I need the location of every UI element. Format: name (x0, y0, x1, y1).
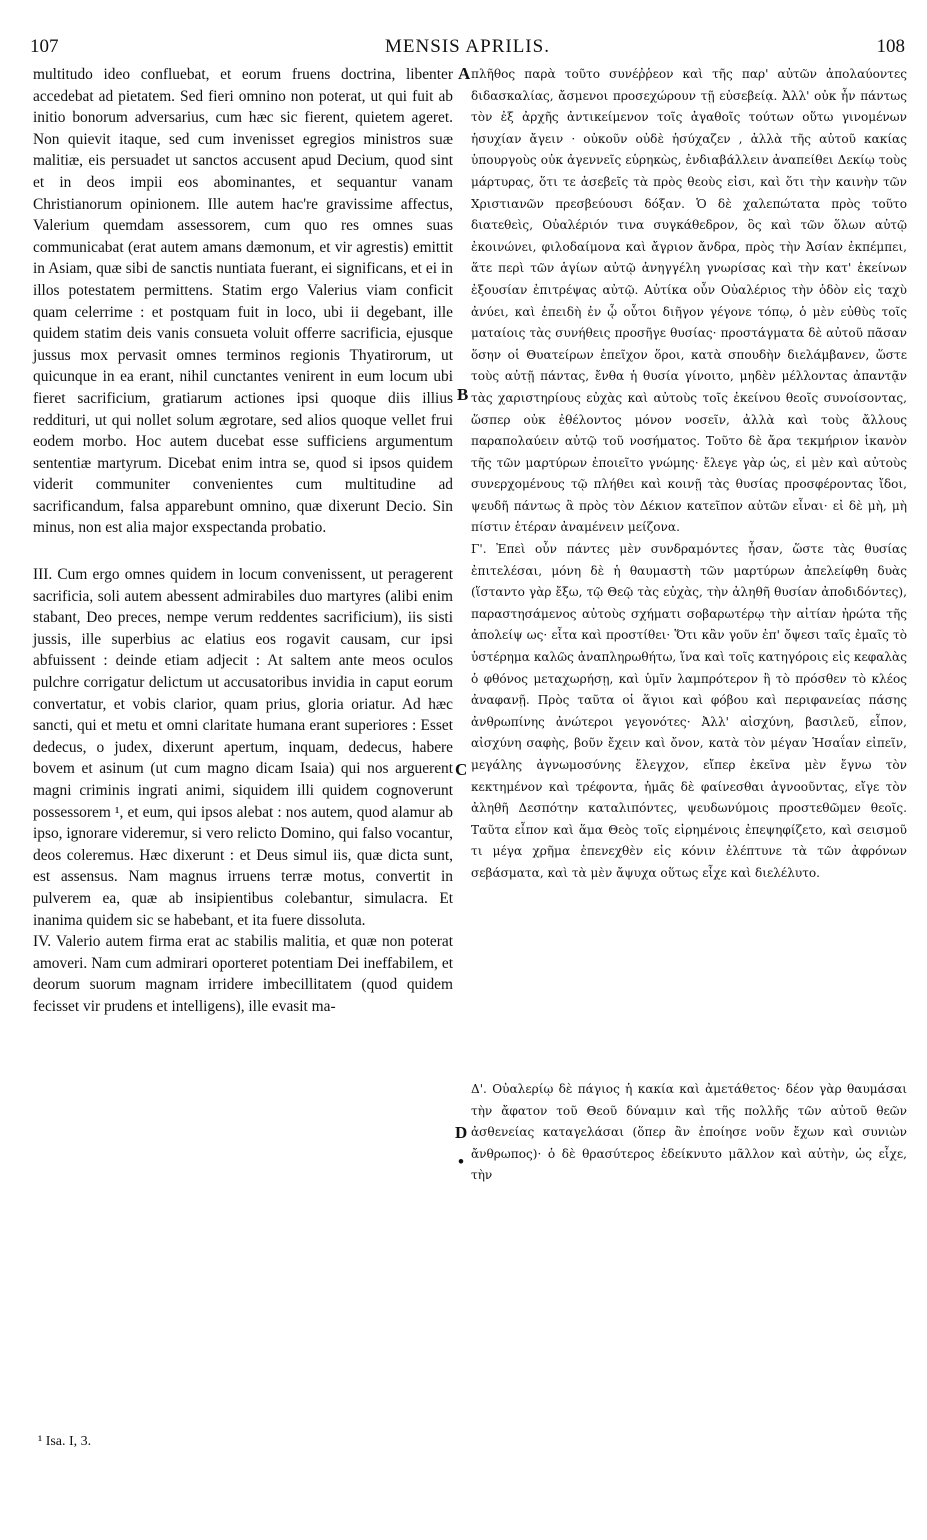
latin-paragraph-2: III. Cum ergo omnes quidem in locum convenissent, ut peragerent sacrificia, soli autem abessent admirabiles duo martyres (alibi enim stabant, Deo preces, nempe verum reddentes sacrificium), iis sisti jussis, ille superbius ac elatius eos rogavit causam, cur ipsi abfuissent : deinde etiam adjecit : At saltem ante meos oculos pulchre corrigatur delictum ut accusatoribus invidia in caput eorum convertatur, et vobis clarior, quam prius, gloria oriatur. Ad hæc sancti, qui et metu et omni claritate humana erant superiores : Esset dedecus, o judex, dixerunt apertum, inquam, dedecus, habere bovem et asinum (ut cum magno dicam Isaia) qui nos arguerent magni criminis ingrati animi, siquidem illi quidem cognoverunt possessorem ¹, et eum, qui ipsos alebat : nos autem, quod alamur ab ipso, ignorare videremur, si vero relicto Domino, qui falso vocantur, deos coleremus. Hæc dixerunt : et Deus simul iis, quæ dicta sunt, est assensus. Nam magnus irruens terræ motus, convertit in pulverem ea, quæ ab insipientibus colebantur, simulacra. Et inanima quidem sic se habebant, et ita fuere dissoluta. (33, 566, 453, 929)
margin-letter-d: D (455, 1123, 468, 1142)
page-title: MENSIS APRILIS. (385, 36, 550, 57)
margin-letter-a: A (458, 64, 471, 83)
greek-column (471, 64, 907, 1183)
footnote: ¹ Isa. I, 3. (38, 1434, 92, 1449)
page-number-left: 107 (30, 36, 59, 57)
greek-paragraph-3: Δ'. Οὐαλερίῳ δὲ πάγιος ἡ κακία καὶ ἀμετάθετος· δέον γὰρ θαυμάσαι τὴν ἄφατον τοῦ Θεοῦ δύναμιν καὶ τῆς πολλῆς τῶν αὐτοῦ θεῶν ἀσθενείας καταγελάσαι (ὅπερ ἂν ἐποίησε νοῦν ἔχων καὶ συνιὼν ἄνθρωπος)· ὁ δὲ θρασύτερος ἐδείκνυτο μᾶλλον καὶ αὐτὴν, ὡς εἶχε, τὴν (471, 1082, 907, 1183)
margin-letter-b: B (457, 385, 469, 404)
margin-letter-c: C (455, 760, 468, 779)
page-number-right: 108 (876, 36, 905, 57)
latin-paragraph-1: multitudo ideo confluebat, et eorum fruens doctrina, libenter accedebat ad pietatem. Sed fieri omnino non poterat, ut qui fuit ab initio bonorum adversarius, cum hæc sic fierent, quietem ageret. Non quievit itaque, sed cum invenisset egregios ministros suæ malitiæ, eis persuadet ut sanctos accusent apud Decium, quod sint et in deos impii eos abominantes, et sequantur vanam Christianorum opinionem. Ille autem hac're gravissime affectus, Valerium quemdam assessorem, cum quo res omnes suas communicabat (erat autem amans dæmonum, et vir agrestis) emittit in Asiam, quæ sibi de sanctis nuntiata fuerant, ei significans, et ei in illos potestatem permittens. Statim ergo Valerius viam conficit quam celerrime : et postquam fuit in loco, ubi ii degebant, ille quidem statim deis vanis consueta voluit offerre sacrificia, ejusque jussus mox pervasit omnes terminos regionis Thyatirorum, ut quicunque in ea erant, nihil cunctantes venirent in eum locum ubi fieret sacrificium, gratiarum actiones ipsi quoque diis illius reddituri, ut qui nollet solum ægrotare, sed alios quoque vellet frui eodem morbo. Hoc autem ducebat esse sufficiens argumentum sententiæ martyrum. Dicebat enim intra se, quod si ipsos quidem viderit communiter convenientes cum multitudine ad sacrificandum, falsa apparebunt omnino, quæ dixerunt Decio. Sin minus, non est alia major exspectanda probatio. (33, 66, 453, 537)
margin-bullet: • (458, 1152, 464, 1171)
greek-paragraph-1: πλῆθος παρὰ τοῦτο συνέῤῥεον καὶ τῆς παρ' αὐτῶν ἀπολαύοντες διδασκαλίας, ἄσμενοι προσεχώρουν τῇ εὐσεβείᾳ. Ἀλλ' οὐκ ἦν πάντως τὸν ἐξ ἀρχῆς ἀντικείμενον τοῖς ἀγαθοῖς τούτων οὕτω γινομένων ἡσυχίαν ἄγειν · οὐκοῦν οὐδὲ ἡσύχαζεν , ἀλλὰ τῆς αὐτοῦ κακίας ὑπουργοὺς οὐκ ἀγεννεῖς εὑρηκὼς, ἐνδιαβάλλειν ἀναπείθει Δεκίῳ τοὺς μάρτυρας, ὅτι τε ἀσεβεῖς τὰ πρὸς θεοὺς εἰσι, καὶ ὅτι τὴν καινὴν τῶν Χριστιανῶν πρεσβεύουσι δόξαν. Ὁ δὲ χαλεπώτατα πρὸς τοῦτο διατεθεὶς, Οὐαλέριόν τινα συγκάθεδρον, ὃς καὶ τῶν ὅλων αὐτῷ ἐκοινώνει, φιλοδαίμονα καὶ ἄγριον ἄνδρα, πρὸς τὴν Ἀσίαν ἐκπέμπει, ἅτε περὶ τῶν ἁγίων αὐτῷ ἀνηγγέλη γνωρίσας καὶ τὴν κατ' ἐκείνων ἐξουσίαν ἐπιτρέψας αὐτῷ. Αὐτίκα οὖν Οὐαλέριος τὴν ὁδὸν εἰς ταχὺ ἀνύει, καὶ ἐπειδὴ ἐν ᾧ οὗτοι διῆγον γέγονε τόπῳ, ὁ μὲν εὐθὺς τοῖς ματαίοις τὰς συνήθεις προσῆγε θυσίας· προστάγματα δὲ αὐτοῦ πᾶσαν ὅσην οἱ Θυατείρων ἐπεῖχον ὅροι, κατὰ σπουδὴν διελάμβανεν, ὥστε τοὺς αὐτῇ πάντας, ἔνθα ἡ θυσία γίνοιτο, μηδὲν μέλλοντας ἀπαντᾷν τὰς χαριστηρίους εὐχὰς καὶ αὐτοὺς τοῖς ἐκείνου θεοῖς συνοίσοντας, ὥσπερ οὐκ ἐθέλοντος μόνον νοσεῖν, ἀλλὰ καὶ τοὺς ἄλλους παραπολαύειν αὐτῷ τοῦ νοσήματος. Τοῦτο δὲ ἄρα τεκμήριον ἱκανὸν τῆς τῶν μαρτύρων ἐποιεῖτο γνώμης· ἔλεγε γὰρ ὡς, εἰ μὲν καὶ αὐτοὺς συνερχομένους τῷ πλήθει καὶ κοινῇ τὰς θυσίας προσφέροντας ἴδοι, ψευδῆ πάντως ἃ πρὸς τὸν Δέκιον κατεῖπον αὐτῶν εἶναι· εἰ δὲ μὴ, μὴ πίστιν ἑτέραν ἀναμένειν μείζονα. (471, 67, 907, 535)
running-header (30, 36, 905, 58)
latin-paragraph-3: IV. Valerio autem firma erat ac stabilis malitia, et quæ non poterat amoveri. Nam cum admirari oporteret potentiam Dei ineffabilem, et deorum suorum magnam irridere imbecillitatem (quod quidem fecisset vir prudens et intelligens), ille evasit ma- (33, 933, 453, 1015)
greek-paragraph-2: Γ'. Ἐπεὶ οὖν πάντες μὲν συνδραμόντες ἦσαν, ὥστε τὰς θυσίας ἐπιτελέσαι, μόνη δὲ ἡ θαυμαστὴ τῶν μαρτύρων ἀπελείφθη δυὰς (ἵσταντο γὰρ ἔξω, τῷ Θεῷ τὰς εὐχὰς, τὴν ἀληθῆ θυσίαν ἀποδιδόντες), παραστησάμενος αὐτοὺς σχήματι σοβαρωτέρῳ τὴν αἰτίαν ἠρώτα τῆς ἀπολείψ ως· εἶτα καὶ προστίθει· Ὅτι κἂν γοῦν ἐπ' ὄψεσι ταῖς ἐμαῖς τὸ ὑστέρημα καλῶς ἀναπληρωθήτω, ἵνα καὶ τοῖς κατηγόροις εἰς κεφαλὰς ὁ φθόνος μεταχωρήσῃ, καὶ ὑμῖν λαμπρότερον ἢ τὸ πρόσθεν τὸ κλέος ἀναφανῇ. Πρὸς ταῦτα οἱ ἅγιοι καὶ φόβου καὶ περιφανείας πάσης ἀνθρωπίνης ἀνώτεροι γεγονότες· Ἀλλ' αἰσχύνη, βασιλεῦ, εἶπον, αἰσχύνη σαφὴς, βοῦν ἔχειν καὶ ὄνον, κατὰ τὸν μέγαν Ἡσαΐαν εἰπεῖν, μεγάλης ἀγνωμοσύνης ἔλεγχον, εἴπερ ἐκεῖνα μὲν ἔγνω τὸν κεκτημένον καὶ τρέφοντα, ἡμᾶς δὲ φαίνεσθαι ἀγνοοῦντας, εἴγε τὸν ἀληθῆ Δεσπότην καταλιπόντες, ψευδωνύμοις προστεθῶμεν θεοῖς. Ταῦτα εἶπον καὶ ἅμα Θεὸς τοῖς εἰρημένοις ἐπεψηφίζετο, καὶ σεισμοῦ τι μέγα χρῆμα ἐπενεχθὲν εἰς κόνιν ἐλέπτυνε τὰ τῶν ἀφρόνων σεβάσματα, καὶ τὰ μὲν ἄψυχα οὕτως εἶχε καὶ διελέλυτο. (471, 542, 907, 880)
latin-column (33, 64, 453, 1018)
